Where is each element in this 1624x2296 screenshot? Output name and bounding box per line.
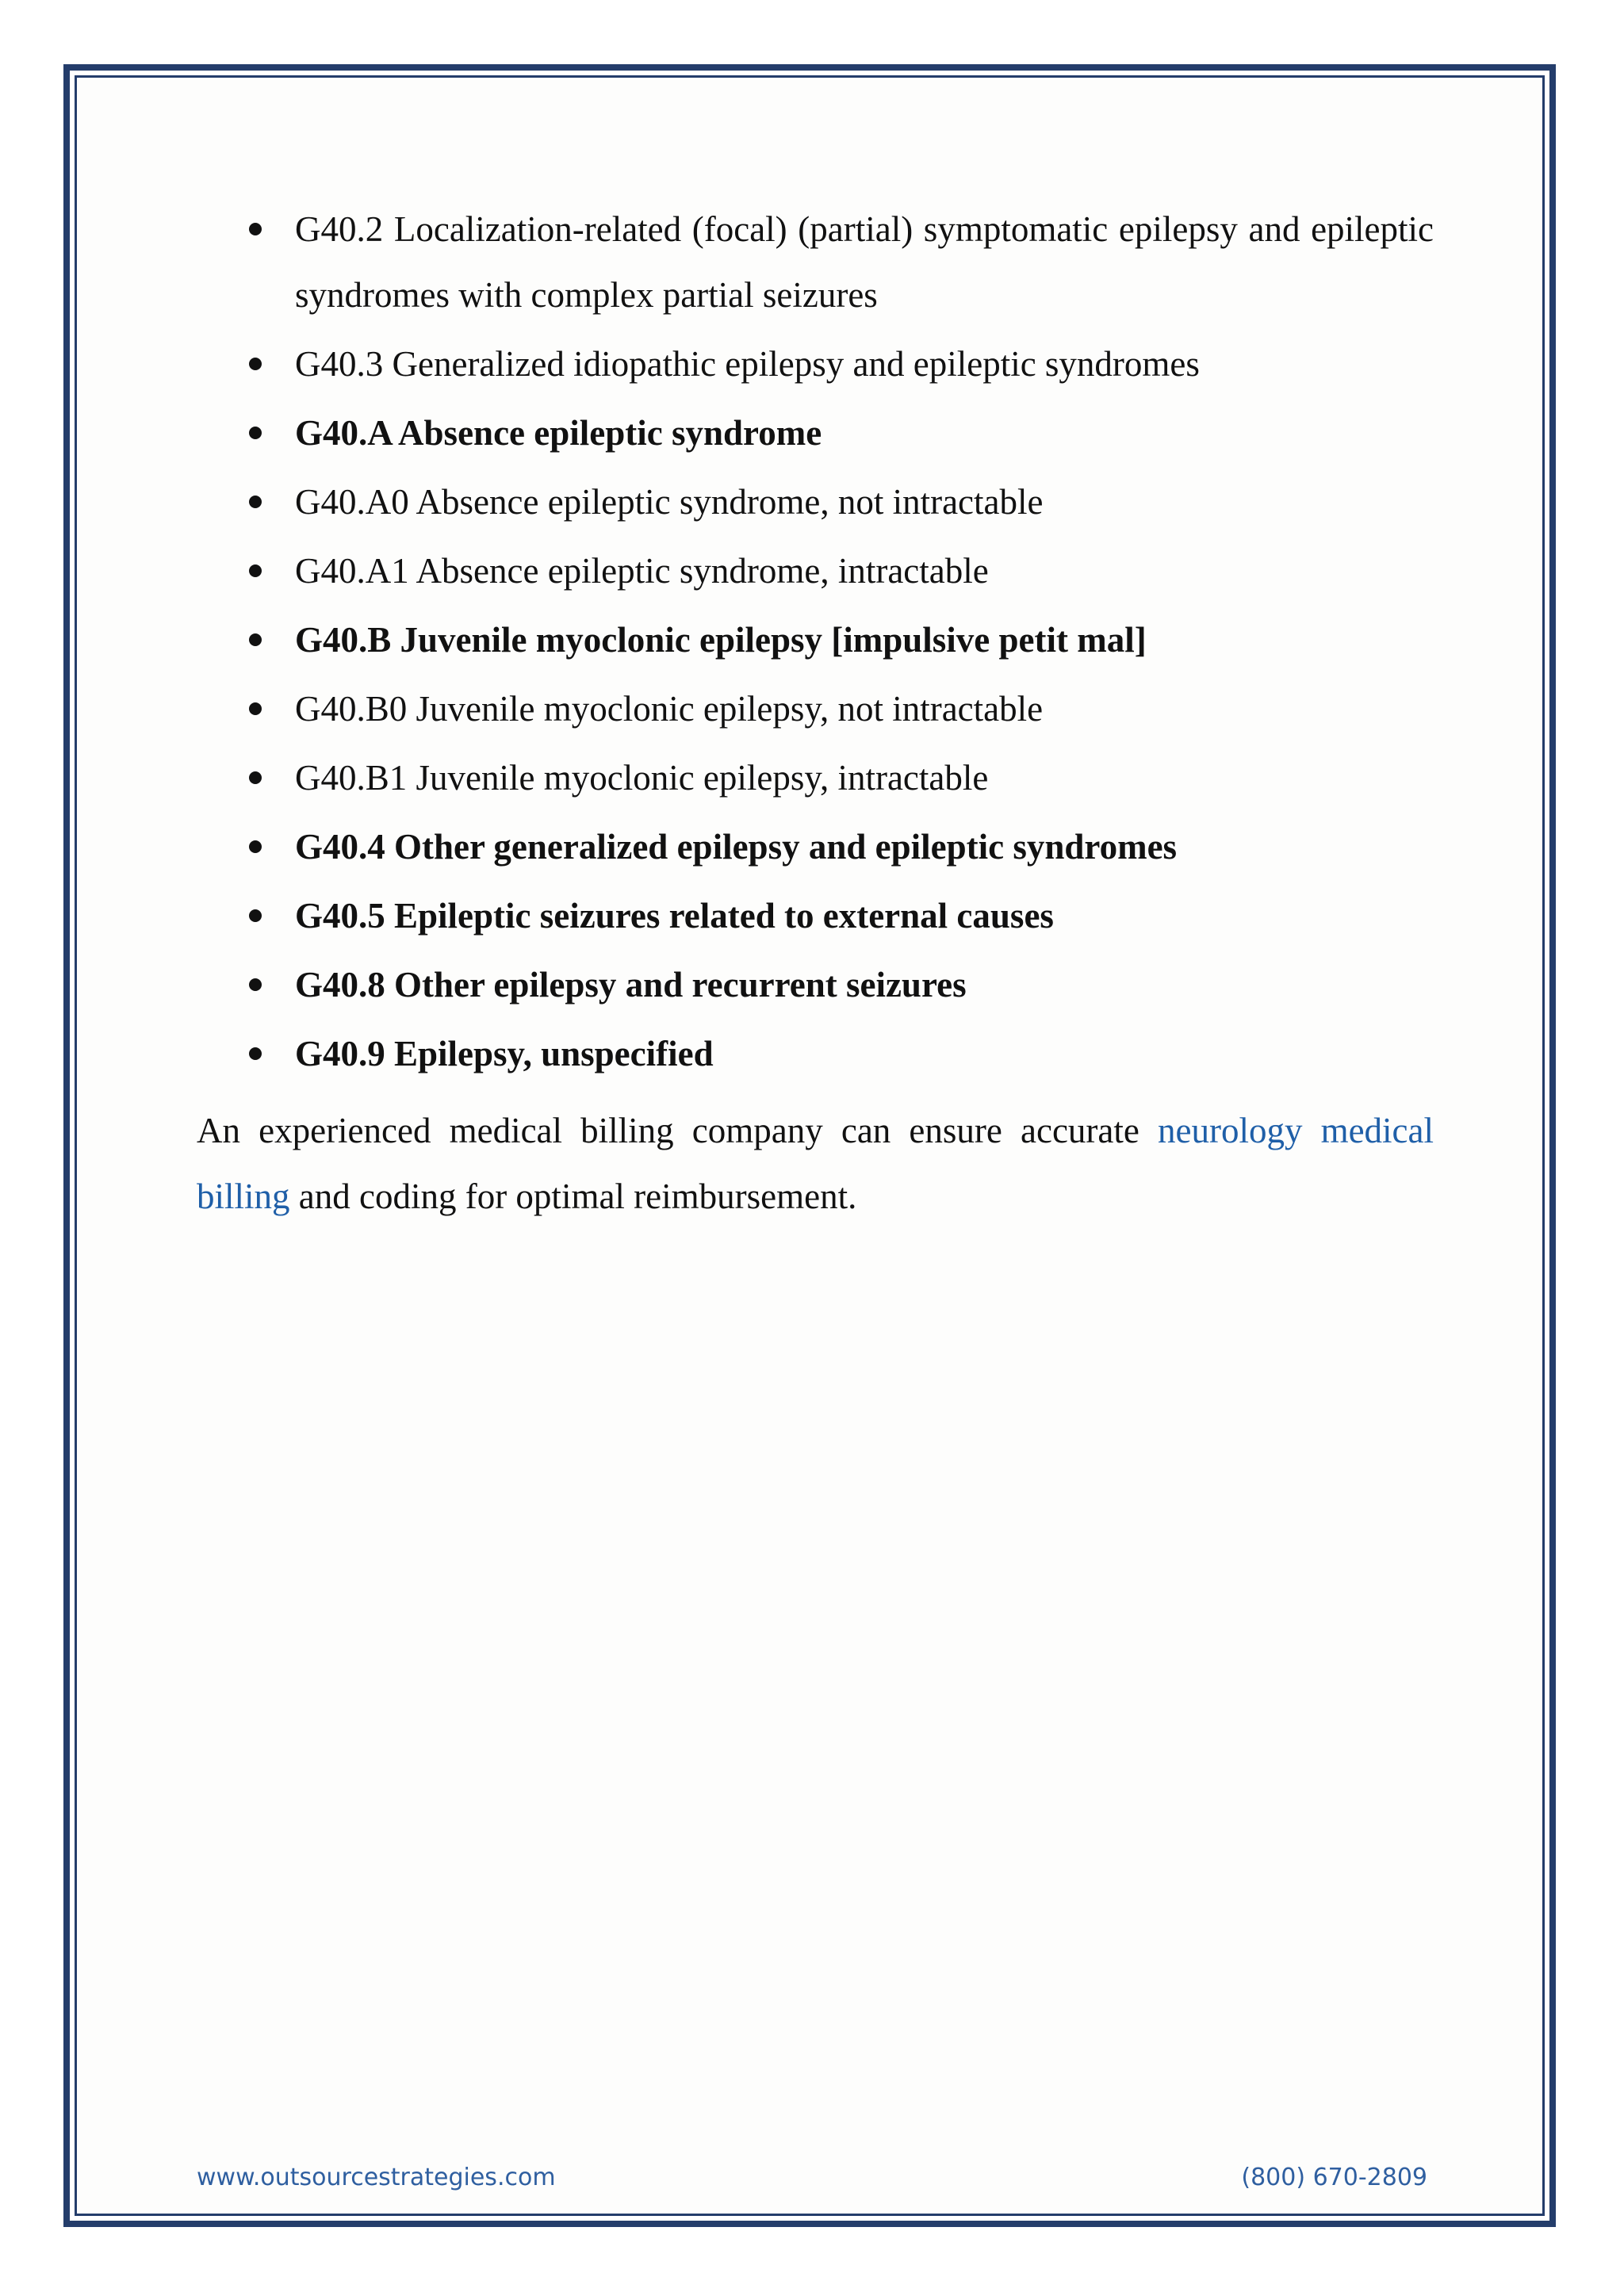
list-item-text: G40.B0 Juvenile myoclonic epilepsy, not intractable: [295, 689, 1044, 729]
list-item-text: G40.3 Generalized idiopathic epilepsy and epileptic syndromes: [295, 344, 1200, 384]
bullet-icon: [249, 978, 262, 991]
footer-phone: (800) 670-2809: [1241, 2164, 1427, 2191]
bullet-icon: [249, 564, 262, 577]
list-item: [197, 745, 1434, 811]
bullet-icon: [249, 771, 262, 784]
paragraph-text-before-link: An experienced medical billing company can ensure accurate: [197, 1111, 1158, 1150]
list-item: [197, 469, 1434, 535]
bullet-icon: [249, 496, 262, 508]
bullet-icon: [249, 633, 262, 646]
bullet-icon: [249, 358, 262, 370]
bullet-icon: [249, 223, 262, 235]
footer-website-link[interactable]: www.outsourcestrategies.com: [197, 2164, 556, 2191]
list-item: [197, 883, 1434, 949]
neurology-billing-link[interactable]: neurology medical billing: [197, 1111, 1434, 1216]
list-item: [197, 538, 1434, 604]
bullet-icon: [249, 840, 262, 853]
list-item: [197, 607, 1434, 673]
bullet-icon: [249, 427, 262, 439]
list-item: [197, 400, 1434, 466]
list-item: [197, 676, 1434, 742]
list-item-text: G40.A1 Absence epileptic syndrome, intractable: [295, 551, 989, 591]
bullet-icon: [249, 702, 262, 715]
icd-code-list: [197, 197, 1434, 1087]
list-item: [197, 1021, 1434, 1087]
list-item-text: G40.8 Other epilepsy and recurrent seizures: [295, 965, 967, 1004]
list-item-text: G40.A Absence epileptic syndrome: [295, 413, 822, 453]
bullet-icon: [249, 1047, 262, 1060]
list-item-text: G40.B1 Juvenile myoclonic epilepsy, intractable: [295, 758, 989, 798]
list-item: [197, 952, 1434, 1018]
list-item-text: G40.A0 Absence epileptic syndrome, not intractable: [295, 482, 1044, 522]
list-item: [197, 814, 1434, 880]
list-item: [197, 331, 1434, 397]
paragraph-text-after-link: and coding for optimal reimbursement.: [289, 1177, 857, 1216]
list-item-text: G40.9 Epilepsy, unspecified: [295, 1034, 714, 1073]
summary-paragraph: [197, 1098, 1434, 1230]
list-item-text: G40.2 Localization-related (focal) (partial) symptomatic epilepsy and epileptic syndromes with complex partial seizures: [295, 209, 1434, 315]
list-item-text: G40.B Juvenile myoclonic epilepsy [impulsive petit mal]: [295, 620, 1147, 660]
list-item-text: G40.5 Epileptic seizures related to external causes: [295, 896, 1054, 936]
bullet-icon: [249, 909, 262, 922]
list-item: [197, 197, 1434, 328]
page-content: [197, 197, 1434, 1265]
list-item-text: G40.4 Other generalized epilepsy and epileptic syndromes: [295, 827, 1178, 867]
